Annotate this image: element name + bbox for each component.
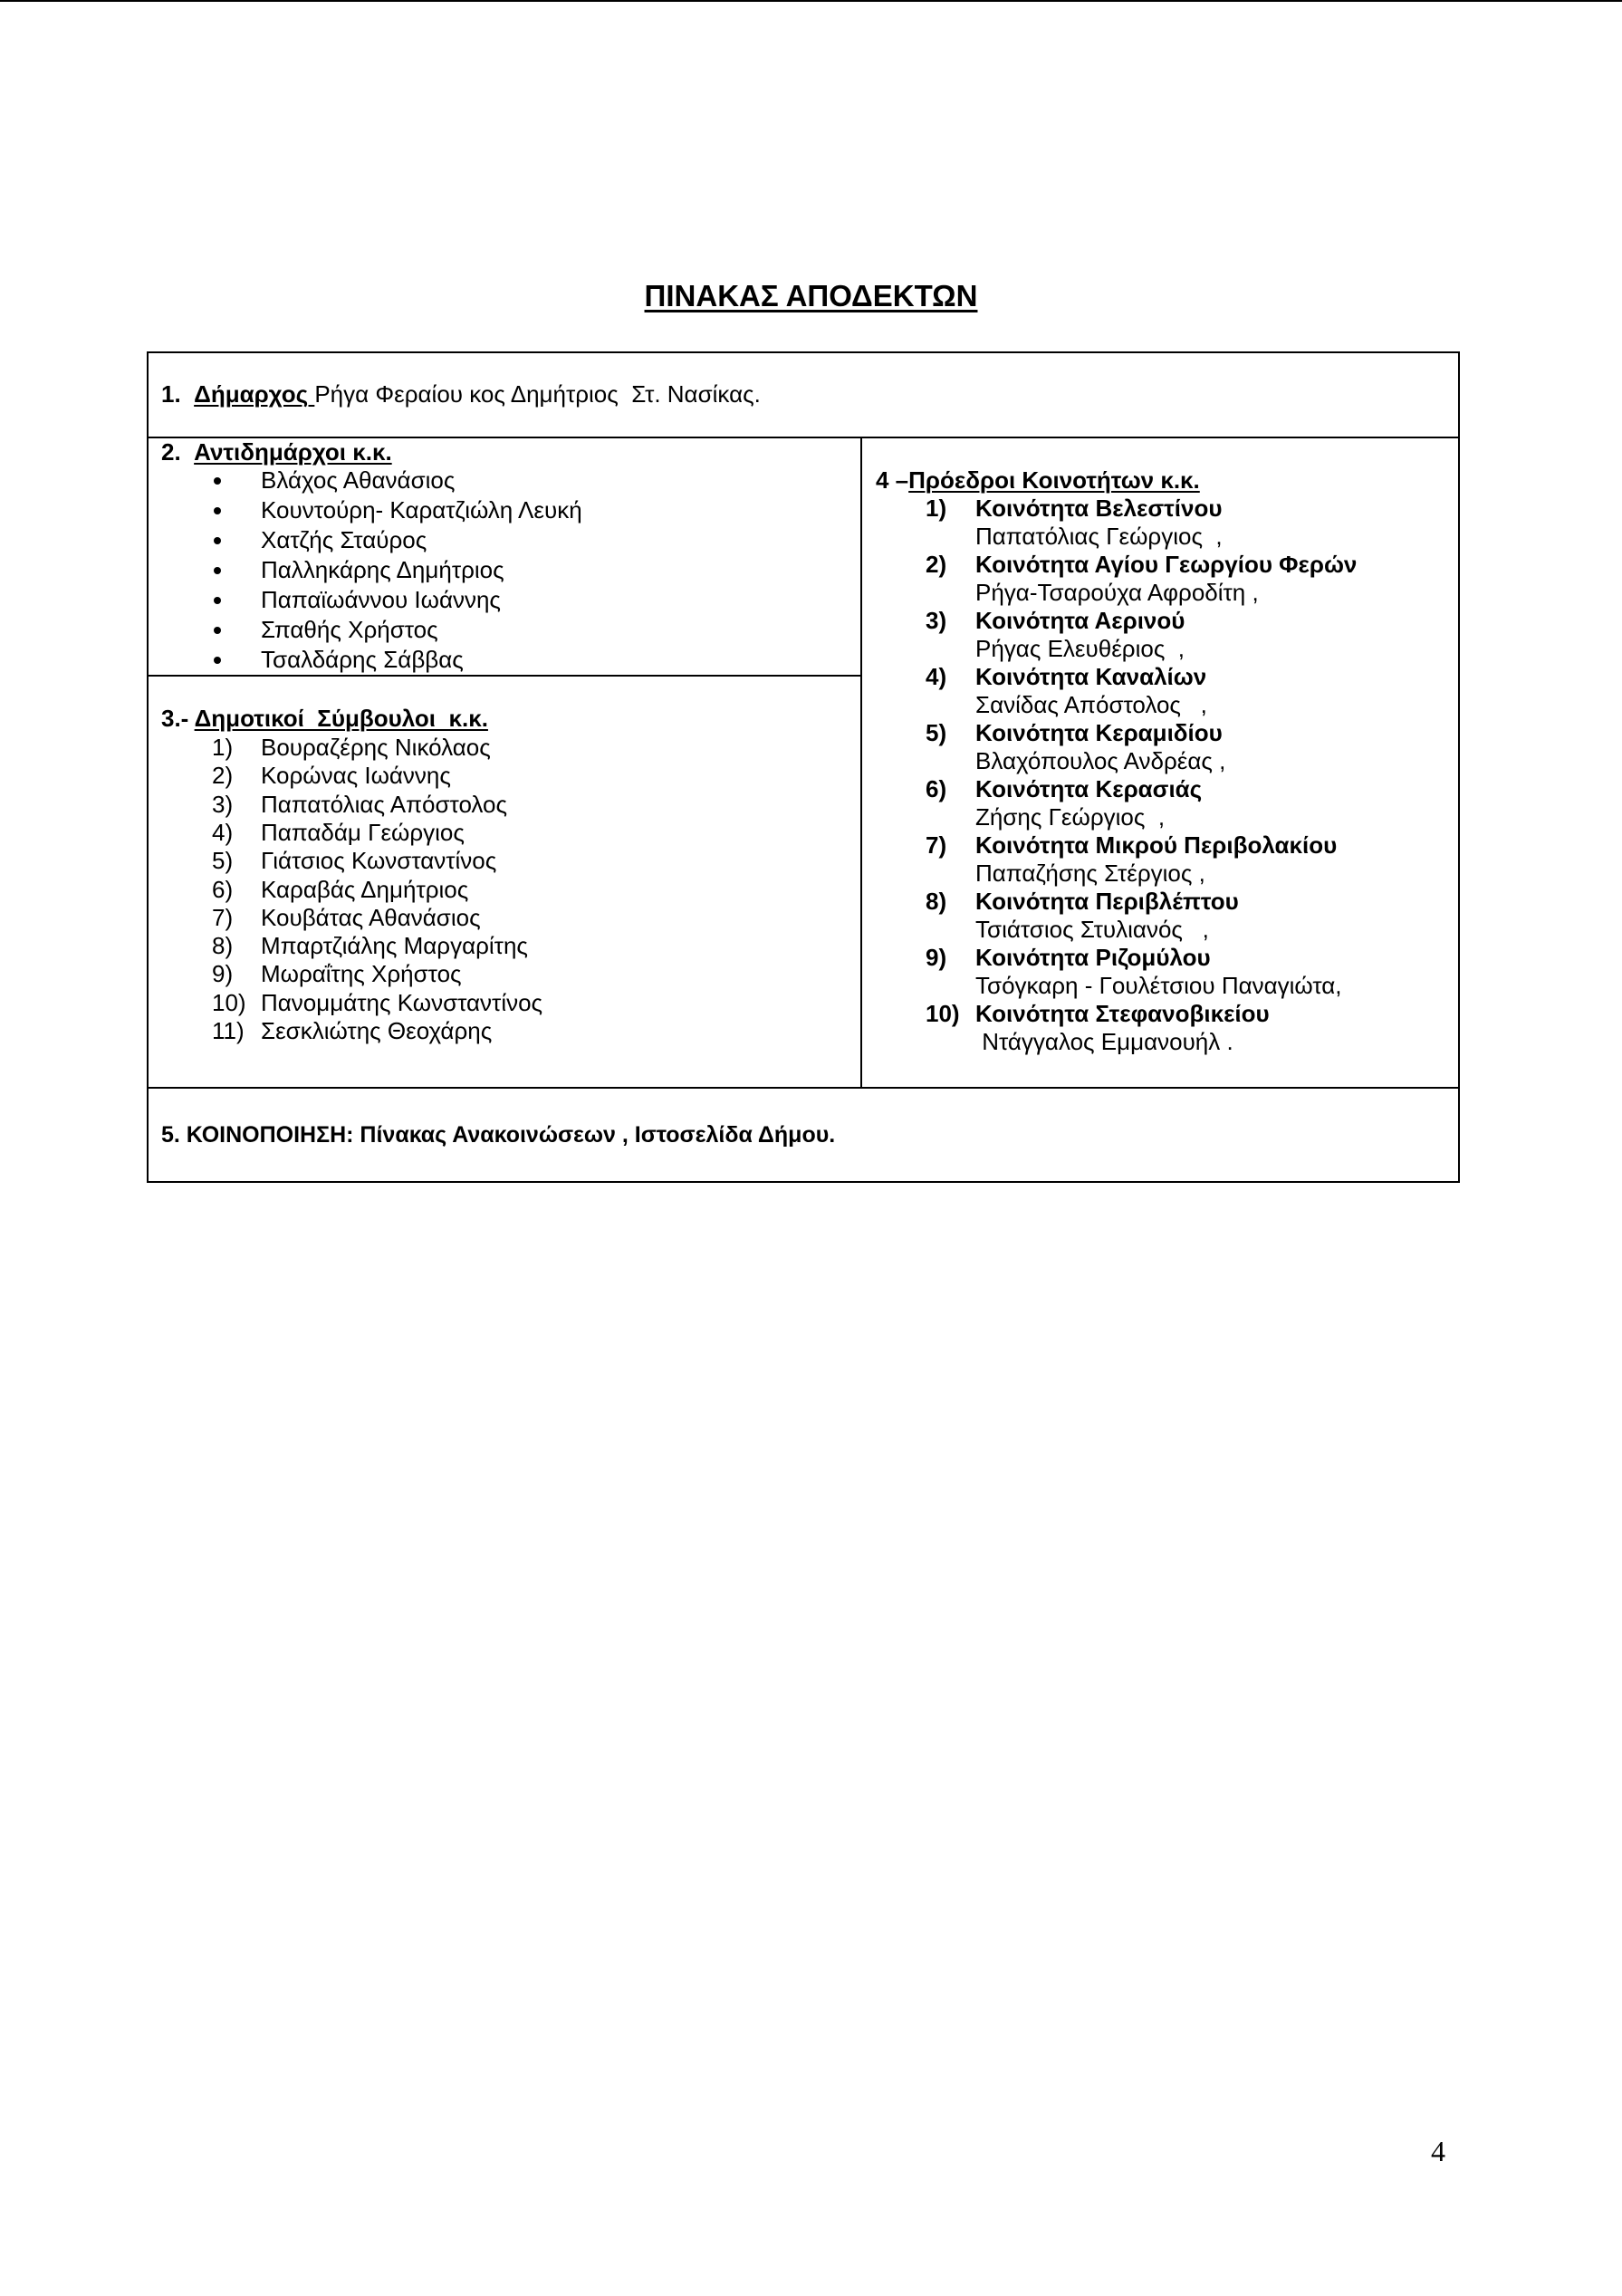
bullet-icon <box>214 477 221 485</box>
councillor-name: Κουβάτας Αθανάσιος <box>261 903 481 931</box>
list-number: 7) <box>926 831 947 859</box>
bullet-icon <box>214 507 221 514</box>
section-deputy-mayors <box>161 438 392 466</box>
councillor-name: Σεσκλιώτης Θεοχάρης <box>261 1017 493 1044</box>
list-number: 4) <box>926 663 947 690</box>
section-number: 1. <box>161 380 181 408</box>
section-number: 4 – <box>876 466 909 494</box>
column-divider <box>860 437 862 1089</box>
community-name: Κοινότητα Καναλίων <box>975 663 1207 690</box>
section-community-presidents <box>876 466 1200 495</box>
bullet-icon <box>214 627 221 634</box>
section-heading: Δημοτικοί Σύμβουλοι κ.κ. <box>194 705 488 732</box>
list-number: 4) <box>212 818 234 846</box>
list-number: 8) <box>926 888 947 915</box>
community-name: Κοινότητα Βελεστίνου <box>975 495 1223 522</box>
page-number: 4 <box>1431 2135 1445 2167</box>
councillor-name: Μωραΐτης Χρήστος <box>261 960 462 988</box>
list-number: 6) <box>926 775 947 802</box>
president-name: Σανίδας Απόστολος , <box>975 691 1207 718</box>
deputy-mayor-name: Βλάχος Αθανάσιος <box>261 466 456 494</box>
list-number: 1) <box>926 495 947 522</box>
community-name: Κοινότητα Κερασιάς <box>975 775 1203 802</box>
president-name: Βλαχόπουλος Ανδρέας , <box>975 747 1226 774</box>
list-number: 3) <box>212 790 234 818</box>
councillor-name: Παπαδάμ Γεώργιος <box>261 818 465 846</box>
community-name: Κοινότητα Αερινού <box>975 607 1185 634</box>
section-councillors <box>161 705 488 733</box>
deputy-mayor-name: Τσαλδάρης Σάββας <box>261 646 464 673</box>
section-mayor <box>161 380 761 408</box>
deputy-mayor-name: Παπαϊωάννου Ιωάννης <box>261 586 501 613</box>
bullet-icon <box>214 597 221 604</box>
section-notification: 5. ΚΟΙΝΟΠΟΙΗΣΗ: Πίνακας Ανακοινώσεων , Ιστοσελίδα Δήμου. <box>161 1122 836 1148</box>
deputy-mayor-name: Παλληκάρης Δημήτριος <box>261 556 504 583</box>
deputy-mayor-name: Χατζής Σταύρος <box>261 526 427 553</box>
list-number: 5) <box>212 847 234 875</box>
list-number: 11) <box>212 1017 245 1044</box>
list-number: 7) <box>212 903 234 931</box>
community-name: Κοινότητα Στεφανοβικείου <box>975 1000 1270 1027</box>
deputy-mayor-name: Σπαθής Χρήστος <box>261 616 438 643</box>
section-heading: Δήμαρχος <box>194 380 315 408</box>
community-name: Κοινότητα Περιβλέπτου <box>975 888 1239 915</box>
list-number: 9) <box>926 944 947 971</box>
list-number: 1) <box>212 734 234 761</box>
president-name: Παπατόλιας Γεώργιος , <box>975 523 1223 550</box>
deputy-mayor-name: Κουντούρη- Καρατζιώλη Λευκή <box>261 496 582 524</box>
list-number: 2) <box>926 551 947 578</box>
president-name: Τσιάτσιος Στυλιανός , <box>975 916 1209 943</box>
president-name: Ρήγα-Τσαρούχα Αφροδίτη , <box>975 579 1259 606</box>
top-border-line <box>0 0 1622 2</box>
bullet-icon <box>214 567 221 574</box>
list-number: 9) <box>212 960 234 988</box>
community-name: Κοινότητα Μικρού Περιβολακίου <box>975 831 1338 859</box>
councillor-name: Πανομμάτης Κωνσταντίνος <box>261 988 543 1016</box>
page-title: ΠΙΝΑΚΑΣ ΑΠΟΔΕΚΤΩΝ <box>644 279 978 312</box>
row-divider-2 <box>147 1087 1460 1089</box>
section-heading: Πρόεδροι Κοινοτήτων κ.κ. <box>908 466 1200 494</box>
councillor-name: Γιάτσιος Κωνσταντίνος <box>261 847 497 875</box>
list-number: 6) <box>212 875 234 903</box>
mayor-text: Ρήγα Φεραίου κος Δημήτριος Στ. Νασίκας. <box>314 380 761 408</box>
section-heading: Αντιδημάρχοι κ.κ. <box>194 438 392 466</box>
list-number: 3) <box>926 607 947 634</box>
president-name: Ντάγγαλος Εμμανουήλ . <box>975 1028 1233 1055</box>
bullet-icon <box>214 537 221 544</box>
row-divider-left <box>147 675 862 677</box>
community-name: Κοινότητα Ριζομύλου <box>975 944 1211 971</box>
list-number: 10) <box>926 1000 960 1027</box>
president-name: Παπαζήσης Στέργιος , <box>975 860 1205 887</box>
list-number: 8) <box>212 932 234 960</box>
councillor-name: Βουραζέρης Νικόλαος <box>261 734 491 761</box>
list-number: 5) <box>926 719 947 746</box>
councillor-name: Κορώνας Ιωάννης <box>261 762 451 790</box>
community-name: Κοινότητα Αγίου Γεωργίου Φερών <box>975 551 1358 578</box>
president-name: Ρήγας Ελευθέριος , <box>975 635 1185 662</box>
president-name: Ζήσης Γεώργιος , <box>975 803 1166 831</box>
list-number: 10) <box>212 988 246 1016</box>
councillor-name: Παπατόλιας Απόστολος <box>261 790 508 818</box>
list-number: 2) <box>212 762 234 790</box>
section-number: 3.- <box>161 705 195 732</box>
councillor-name: Μπαρτζιάλης Μαργαρίτης <box>261 932 528 960</box>
bullet-icon <box>214 657 221 664</box>
councillor-name: Καραβάς Δημήτριος <box>261 875 469 903</box>
president-name: Τσόγκαρη - Γουλέτσιου Παναγιώτα, <box>975 972 1342 999</box>
community-name: Κοινότητα Κεραμιδίου <box>975 719 1223 746</box>
section-number: 2. <box>161 438 181 466</box>
